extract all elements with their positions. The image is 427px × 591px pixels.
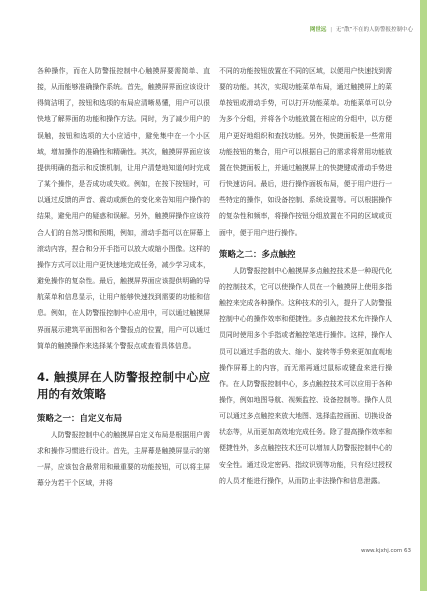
side-accent-bar: [420, 0, 427, 591]
strategy-1-paragraph: 人防警报控制中心的触摸屏自定义布局是根据用户需求和操作习惯进行设计。首先，主屏幕是触摸屏显示的第一屏，应该包含最常用和最重要的功能按钮，可以将主屏幕分为若干个区域，并将: [37, 430, 210, 488]
right-column: [219, 63, 392, 489]
footer-site: www.kjxhj.com: [361, 548, 403, 554]
strategy-2-heading: 策略之二：多点触控: [219, 249, 296, 260]
header-brand: 网世远: [309, 27, 327, 33]
strategy-2-paragraph: 人防警报控制中心触摸屏多点触控技术是一种现代化的控制技术，它可以使操作人员在一个触摸屏上使用多指触控来完成各种操作。这种技术的引入，提升了人防警报控制中心的操作效率和便捷性。多点触控技术允许操作人员同时使用多个手指或者触控笔进行操作。这样，操作人员可以通过手指的放大、缩小、旋转等手势来更加直观地操作屏幕上的内容，而无需再通过鼠标或键盘来进行操作。在人防警报控制中心，多点触控技术可以应用于各种操作，例如地图导航、视频监控、设备控制等。操作人员可以通过多点触控来放大地图、选择监控画面、切换设备状态等，从而更加高效地完成任务。除了提高操作效率和便捷性外，多点触控技术还可以增加人防警报控制中心的安全性。通过设定密码、指纹识别等功能，只有经过授权的人员才能进行操作，从而防止非法操作和信息泄露。: [219, 266, 392, 485]
header-title: 无“散”不在的人防警报控制中心: [335, 27, 413, 33]
header-separator: |: [330, 27, 333, 33]
page-number: 63: [404, 548, 411, 554]
left-column: [37, 63, 210, 491]
continued-paragraph: 各种操作，而在人防警报控制中心触摸屏要需简单、直接，从而能够准确操作系统。首先，触摸屏界面应该设计得简洁明了，按钮和选项的布局应清晰易懂，用户可以很快地了解界面的功能和操作方法。同时，为了减少用户的误触，按钮和选项的大小应适中，避免集中在一个小区域，增加操作的准确性和精确性。其次，触摸屏界面应该提供明确的指示和反馈机制，让用户清楚地知道何时完成了某个操作，是否成功或失败。例如，在按下按钮时，可以通过反馈的声音、震动或颜色的变化来告知用户操作的结果，避免用户的疑惑和误解。另外，触摸屏操作应该符合人们的自然习惯和预期，例如，滑动手指可以在屏幕上滚动内容，捏合和分开手指可以放大或缩小图像。这样的操作方式可以让用户更快速地完成任务，减少学习成本，避免操作的复杂性。最后，触摸屏界面应该提供明确的导航菜单和信息显示，让用户能够快速找到需要的功能和信息。例如，在人防警报控制中心应用中，可以通过触摸屏界面展示建筑平面图和各个警报点的位置，用户可以通过简单的触摸操作来选择某个警报点或查看具体信息。: [37, 67, 210, 350]
section-heading: 4. 触摸屏在人防警报控制中心应用的有效策略: [37, 369, 210, 401]
continued-paragraph-right: 不同的功能按钮放置在不同的区域，以便用户快速找到需要的功能。其次，实现功能菜单布局，通过触摸屏上的菜单按钮或滑动手势，可以打开功能菜单。功能菜单可以分为多个分组，并将各个功能放置在相应的分组中，以方便用户更好地组织和查找功能。另外，快捷面板是一些常用功能按钮的集合，用户可以根据自己的需求将常用功能放置在快捷面板上，并通过触摸屏上的快捷键或滑动手势进行快速访问。最后，进行操作面板布局，便于用户进行一些特定的操作，如设备控制、系统设置等。可以根据操作的复杂性和频率，将操作按钮分组放置在不同的区域或页面中，便于用户进行操作。: [219, 67, 392, 237]
strategy-1-heading: 策略之一：自定义布局: [37, 413, 123, 424]
running-header: [310, 25, 413, 33]
page-footer: [361, 548, 411, 554]
